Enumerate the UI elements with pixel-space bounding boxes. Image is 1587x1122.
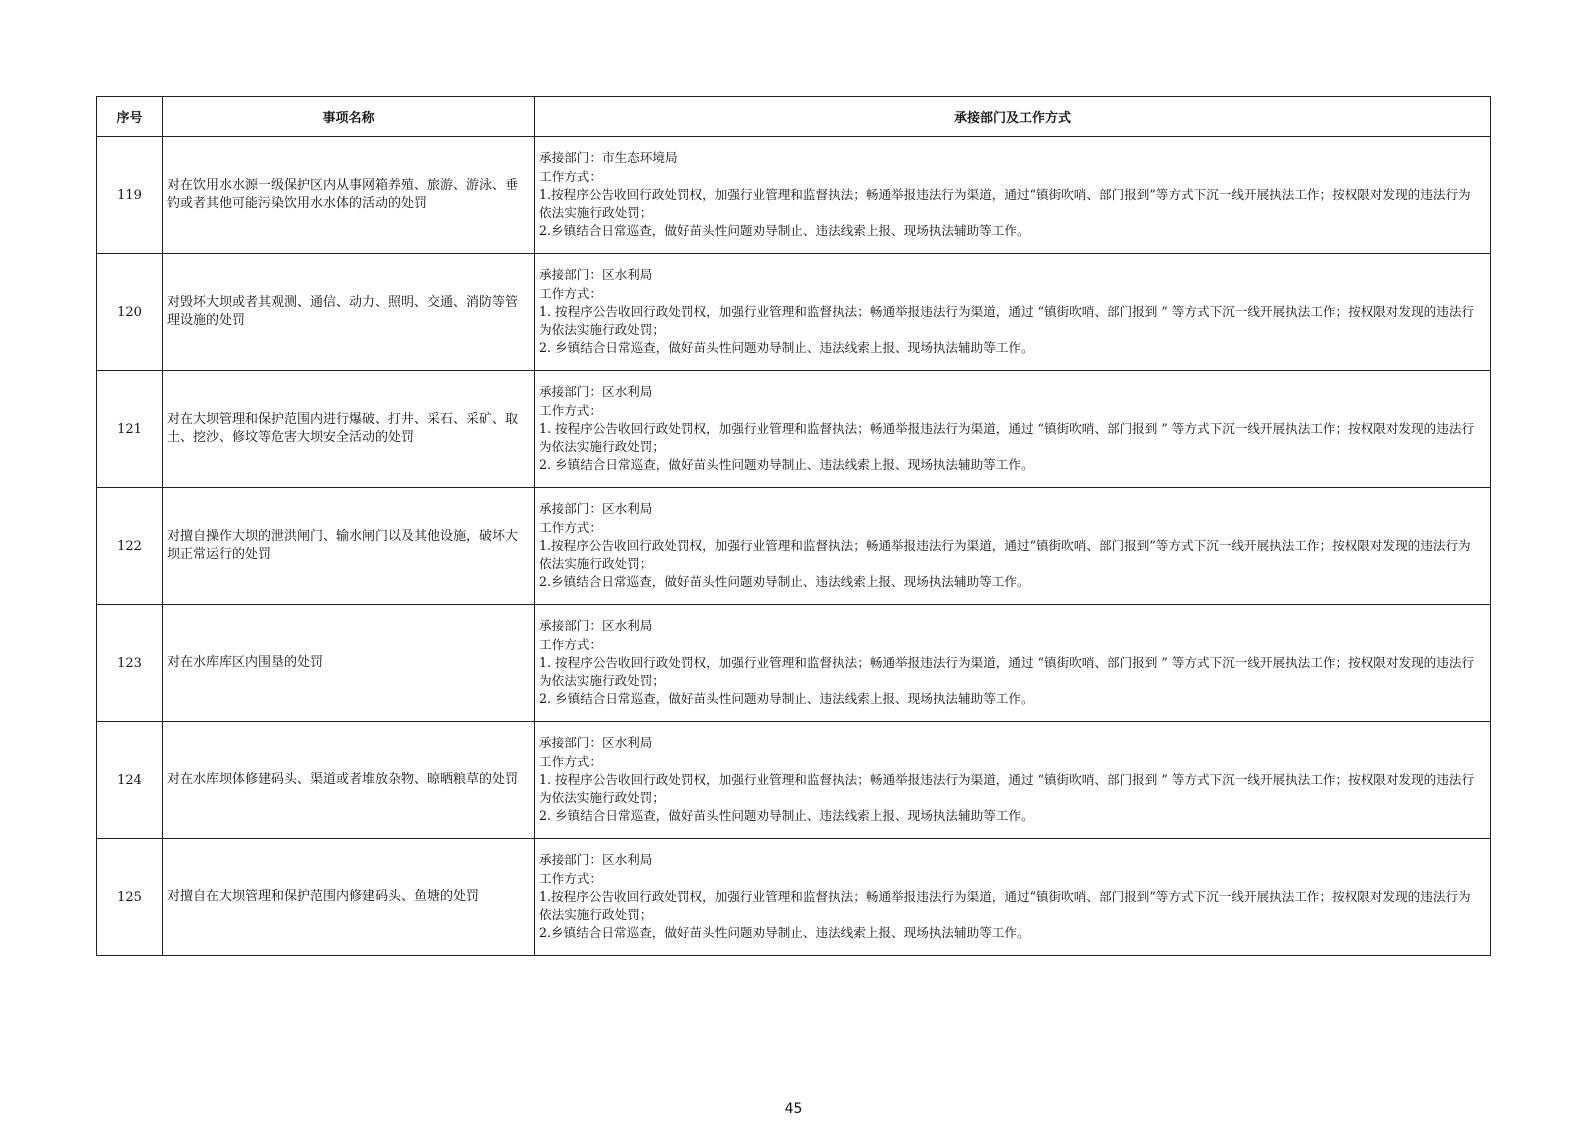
row-serial-number: 119 — [97, 137, 163, 254]
work-method-item-2: 2. 乡镇结合日常巡查，做好苗头性问题劝导制止、违法线索上报、现场执法辅助等工作。 — [539, 340, 1034, 356]
row-item-name: 对毁坏大坝或者其观测、通信、动力、照明、交通、消防等管理设施的处罚 — [163, 254, 535, 371]
row-item-name: 对在水库库区内围垦的处罚 — [163, 605, 535, 722]
row-item-name: 对在大坝管理和保护范围内进行爆破、打井、采石、采矿、取土、挖沙、修坟等危害大坝安全活动的处罚 — [163, 371, 535, 488]
row-department-method — [535, 488, 1491, 605]
row-item-name: 对在饮用水水源一级保护区内从事网箱养殖、旅游、游泳、垂钓或者其他可能污染饮用水水体的活动的处罚 — [163, 137, 535, 254]
work-method-item-2: 2.乡镇结合日常巡查，做好苗头性问题劝导制止、违法线索上报、现场执法辅助等工作。 — [539, 574, 1030, 590]
table-row — [97, 254, 1491, 371]
receiving-department: 承接部门：区水利局 — [539, 384, 653, 400]
work-method-label: 工作方式： — [539, 636, 602, 652]
work-method-label: 工作方式： — [539, 285, 602, 301]
row-serial-number: 124 — [97, 722, 163, 839]
receiving-department: 承接部门：区水利局 — [539, 618, 653, 634]
header-item-name: 事项名称 — [163, 97, 535, 137]
row-department-method — [535, 371, 1491, 488]
row-department-method — [535, 137, 1491, 254]
work-method-item-2: 2. 乡镇结合日常巡查，做好苗头性问题劝导制止、违法线索上报、现场执法辅助等工作。 — [539, 808, 1034, 824]
row-department-method — [535, 722, 1491, 839]
work-method-item-2: 2.乡镇结合日常巡查，做好苗头性问题劝导制止、违法线索上报、现场执法辅助等工作。 — [539, 925, 1030, 941]
receiving-department: 承接部门：区水利局 — [539, 267, 653, 283]
work-method-label: 工作方式： — [539, 519, 602, 535]
work-method-item-2: 2.乡镇结合日常巡查，做好苗头性问题劝导制止、违法线索上报、现场执法辅助等工作。 — [539, 223, 1030, 239]
row-serial-number: 123 — [97, 605, 163, 722]
work-method-label: 工作方式： — [539, 168, 602, 184]
work-method-label: 工作方式： — [539, 870, 602, 886]
receiving-department: 承接部门：区水利局 — [539, 735, 653, 751]
row-department-method — [535, 605, 1491, 722]
row-serial-number: 121 — [97, 371, 163, 488]
work-method-item-1: 1.按程序公告收回行政处罚权，加强行业管理和监督执法；畅通举报违法行为渠道，通过“镇街吹哨、部门报到”等方式下沉一线开展执法工作；按权限对发现的违法行为依法实施行政处罚； — [539, 888, 1471, 923]
table-row — [97, 488, 1491, 605]
work-method-item-2: 2. 乡镇结合日常巡查，做好苗头性问题劝导制止、违法线索上报、现场执法辅助等工作。 — [539, 691, 1034, 707]
table-row — [97, 839, 1491, 956]
row-department-method — [535, 839, 1491, 956]
work-method-item-1: 1.按程序公告收回行政处罚权，加强行业管理和监督执法；畅通举报违法行为渠道，通过“镇街吹哨、部门报到”等方式下沉一线开展执法工作；按权限对发现的违法行为依法实施行政处罚； — [539, 186, 1471, 221]
work-method-item-1: 1.按程序公告收回行政处罚权，加强行业管理和监督执法；畅通举报违法行为渠道，通过“镇街吹哨、部门报到”等方式下沉一线开展执法工作；按权限对发现的违法行为依法实施行政处罚； — [539, 537, 1471, 572]
table-row — [97, 371, 1491, 488]
items-table — [96, 96, 1491, 956]
work-method-item-2: 2. 乡镇结合日常巡查，做好苗头性问题劝导制止、违法线索上报、现场执法辅助等工作。 — [539, 457, 1034, 473]
work-method-item-1: 1. 按程序公告收回行政处罚权，加强行业管理和监督执法；畅通举报违法行为渠道，通过 “镇街吹哨、部门报到 ” 等方式下沉一线开展执法工作；按权限对发现的违法行为依法实施行政处罚； — [539, 654, 1475, 689]
row-serial-number: 122 — [97, 488, 163, 605]
work-method-item-1: 1. 按程序公告收回行政处罚权，加强行业管理和监督执法；畅通举报违法行为渠道，通过 “镇街吹哨、部门报到 ” 等方式下沉一线开展执法工作；按权限对发现的违法行为依法实施行政处罚； — [539, 771, 1475, 806]
table-row — [97, 605, 1491, 722]
row-serial-number: 125 — [97, 839, 163, 956]
header-serial-number: 序号 — [97, 97, 163, 137]
receiving-department: 承接部门：市生态环境局 — [539, 150, 678, 166]
page-number: 45 — [784, 1101, 803, 1117]
work-method-label: 工作方式： — [539, 402, 602, 418]
row-department-method — [535, 254, 1491, 371]
row-item-name: 对在水库坝体修建码头、渠道或者堆放杂物、晾晒粮草的处罚 — [163, 722, 535, 839]
receiving-department: 承接部门：区水利局 — [539, 501, 653, 517]
header-department-method: 承接部门及工作方式 — [535, 97, 1491, 137]
receiving-department: 承接部门：区水利局 — [539, 852, 653, 868]
table-row — [97, 137, 1491, 254]
work-method-label: 工作方式： — [539, 753, 602, 769]
row-item-name: 对擅自在大坝管理和保护范围内修建码头、鱼塘的处罚 — [163, 839, 535, 956]
work-method-item-1: 1. 按程序公告收回行政处罚权，加强行业管理和监督执法；畅通举报违法行为渠道，通过 “镇街吹哨、部门报到 ” 等方式下沉一线开展执法工作；按权限对发现的违法行为依法实施行政处罚； — [539, 303, 1475, 338]
row-item-name: 对擅自操作大坝的泄洪闸门、输水闸门以及其他设施，破坏大坝正常运行的处罚 — [163, 488, 535, 605]
table-header-row — [97, 97, 1491, 137]
work-method-item-1: 1. 按程序公告收回行政处罚权，加强行业管理和监督执法；畅通举报违法行为渠道，通过 “镇街吹哨、部门报到 ” 等方式下沉一线开展执法工作；按权限对发现的违法行为依法实施行政处罚； — [539, 420, 1475, 455]
row-serial-number: 120 — [97, 254, 163, 371]
table-row — [97, 722, 1491, 839]
